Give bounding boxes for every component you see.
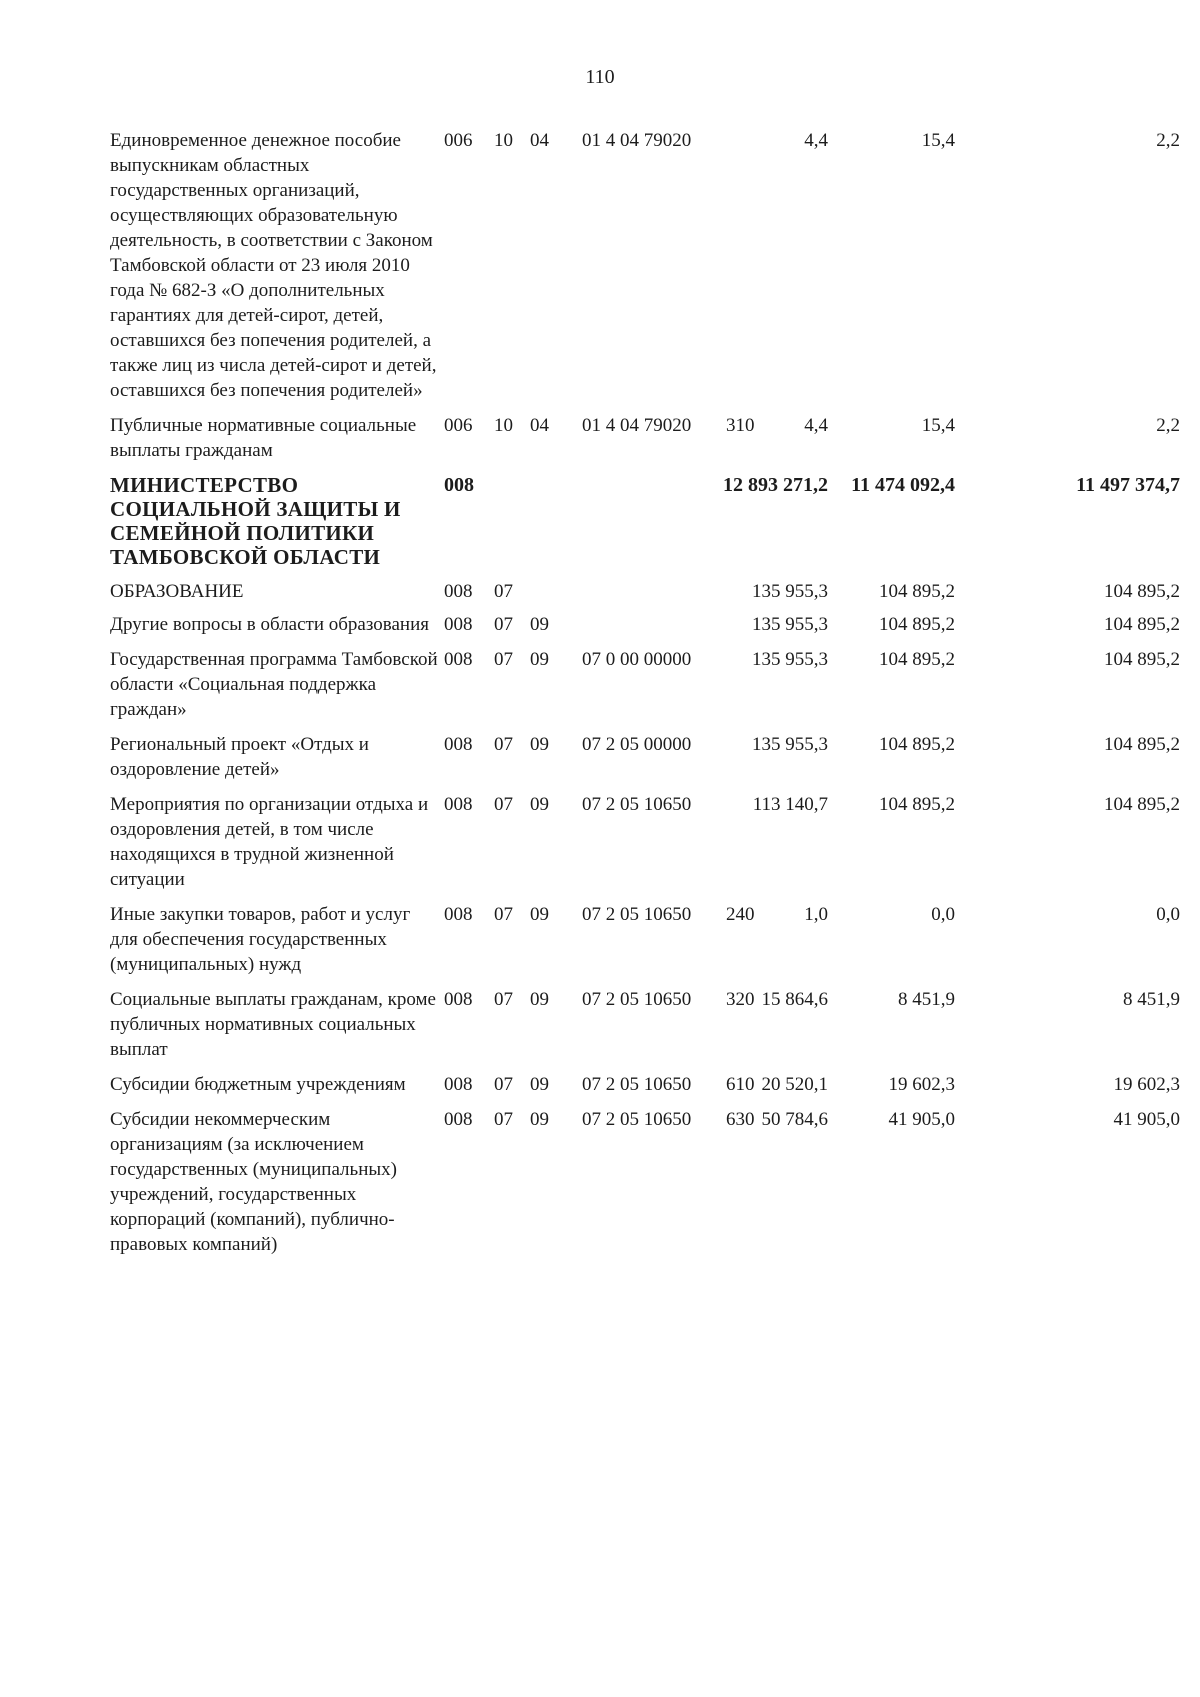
row-expense-type: 630 — [726, 1109, 755, 1130]
row-target-article: 07 2 05 10650 — [582, 904, 692, 925]
row-amount-year-3: 104 895,2 — [1104, 794, 1180, 815]
row-amount-year-1: 4,4 — [804, 415, 828, 436]
row-section-code: 07 — [494, 581, 513, 602]
row-ministry-code: 008 — [444, 989, 473, 1010]
row-expense-type: 240 — [726, 904, 755, 925]
row-amount-year-1: 4,4 — [804, 130, 828, 151]
row-section-code: 10 — [494, 130, 513, 151]
table-row — [110, 902, 1180, 977]
row-amount-year-2: 8 451,9 — [898, 989, 955, 1010]
row-ministry-code: 008 — [444, 794, 473, 815]
row-amount-year-1: 12 893 271,2 — [723, 474, 828, 496]
row-amount-year-2: 15,4 — [921, 130, 955, 151]
row-amount-year-3: 11 497 374,7 — [1076, 474, 1180, 496]
budget-table — [110, 128, 1180, 1257]
row-name: Государственная программа Тамбовской области «Социальная поддержка граждан» — [110, 649, 438, 720]
row-name: Иные закупки товаров, работ и услуг для обеспечения государственных (муниципальных) нужд — [110, 904, 411, 975]
row-ministry-code: 006 — [444, 130, 473, 151]
row-expense-type: 320 — [726, 989, 755, 1010]
row-amount-year-3: 104 895,2 — [1104, 614, 1180, 635]
row-amount-year-3: 41 905,0 — [1113, 1109, 1180, 1130]
row-amount-year-3: 8 451,9 — [1123, 989, 1180, 1010]
row-amount-year-1: 135 955,3 — [752, 581, 828, 602]
row-amount-year-3: 104 895,2 — [1104, 649, 1180, 670]
row-amount-year-1: 135 955,3 — [752, 649, 828, 670]
row-target-article: 01 4 04 79020 — [582, 415, 692, 436]
table-row — [110, 579, 1180, 604]
table-row — [110, 1072, 1180, 1097]
table-row — [110, 792, 1180, 892]
row-target-article: 07 2 05 10650 — [582, 989, 692, 1010]
row-section-code: 07 — [494, 649, 513, 670]
row-section-code: 10 — [494, 415, 513, 436]
row-subsection-code: 09 — [530, 1109, 549, 1130]
row-ministry-code: 008 — [444, 734, 473, 755]
row-subsection-code: 04 — [530, 415, 549, 436]
row-amount-year-2: 104 895,2 — [879, 734, 955, 755]
row-section-code: 07 — [494, 614, 513, 635]
page-number: 110 — [585, 66, 615, 88]
row-ministry-code: 006 — [444, 415, 473, 436]
row-amount-year-2: 41 905,0 — [888, 1109, 955, 1130]
table-row — [110, 987, 1180, 1062]
row-amount-year-3: 0,0 — [1156, 904, 1180, 925]
row-amount-year-3: 104 895,2 — [1104, 581, 1180, 602]
row-name: Единовременное денежное пособие выпускникам областных государственных организаций, осуществляющих образовательную деятельность, в соответствии с Законом Тамбовской области от 23 июля 2010 года № 682-З «О дополнительных гарантиях для детей-сирот, детей, оставшихся без попечения родителей, а также лиц из числа детей-сирот и детей, оставшихся без попечения родителей» — [110, 130, 437, 401]
row-name: Субсидии некоммерческим организациям (за исключением государственных (муниципальных) учреждений, государственных корпораций (компаний), публично-правовых компаний) — [110, 1109, 397, 1255]
row-name: Социальные выплаты гражданам, кроме публичных нормативных социальных выплат — [110, 989, 436, 1060]
row-amount-year-1: 50 784,6 — [761, 1109, 828, 1130]
row-amount-year-2: 104 895,2 — [879, 614, 955, 635]
row-subsection-code: 09 — [530, 1074, 549, 1095]
row-subsection-code: 09 — [530, 734, 549, 755]
row-amount-year-3: 2,2 — [1156, 415, 1180, 436]
row-amount-year-2: 11 474 092,4 — [851, 474, 955, 496]
table-row — [110, 732, 1180, 782]
row-ministry-code: 008 — [444, 1074, 473, 1095]
row-subsection-code: 09 — [530, 794, 549, 815]
row-name: МИНИСТЕРСТВО СОЦИАЛЬНОЙ ЗАЩИТЫ И СЕМЕЙНОЙ ПОЛИТИКИ ТАМБОВСКОЙ ОБЛАСТИ — [110, 473, 401, 569]
row-target-article: 07 2 05 00000 — [582, 734, 692, 755]
row-amount-year-1: 135 955,3 — [752, 614, 828, 635]
row-amount-year-2: 19 602,3 — [888, 1074, 955, 1095]
row-target-article: 07 0 00 00000 — [582, 649, 692, 670]
row-expense-type: 610 — [726, 1074, 755, 1095]
row-subsection-code: 04 — [530, 130, 549, 151]
row-section-code: 07 — [494, 794, 513, 815]
row-amount-year-1: 113 140,7 — [752, 794, 828, 815]
table-row — [110, 128, 1180, 403]
row-ministry-code: 008 — [444, 614, 473, 635]
row-section-code: 07 — [494, 989, 513, 1010]
row-subsection-code: 09 — [530, 989, 549, 1010]
row-ministry-code: 008 — [444, 474, 474, 496]
table-row — [110, 647, 1180, 722]
row-amount-year-3: 104 895,2 — [1104, 734, 1180, 755]
row-section-code: 07 — [494, 734, 513, 755]
row-subsection-code: 09 — [530, 614, 549, 635]
row-amount-year-2: 104 895,2 — [879, 794, 955, 815]
table-row — [110, 1107, 1180, 1257]
row-name: Мероприятия по организации отдыха и оздоровления детей, в том числе находящихся в трудной жизненной ситуации — [110, 794, 429, 890]
row-ministry-code: 008 — [444, 581, 473, 602]
row-subsection-code: 09 — [530, 649, 549, 670]
row-name: Субсидии бюджетным учреждениям — [110, 1074, 406, 1095]
row-target-article: 01 4 04 79020 — [582, 130, 692, 151]
table-row — [110, 612, 1180, 637]
row-section-code: 07 — [494, 904, 513, 925]
row-section-code: 07 — [494, 1074, 513, 1095]
row-amount-year-1: 20 520,1 — [761, 1074, 828, 1095]
row-amount-year-2: 15,4 — [921, 415, 955, 436]
row-amount-year-2: 0,0 — [931, 904, 955, 925]
row-amount-year-3: 2,2 — [1156, 130, 1180, 151]
row-target-article: 07 2 05 10650 — [582, 1074, 692, 1095]
row-section-code: 07 — [494, 1109, 513, 1130]
row-name: ОБРАЗОВАНИЕ — [110, 581, 244, 602]
row-name: Региональный проект «Отдых и оздоровление детей» — [110, 734, 369, 780]
row-amount-year-1: 15 864,6 — [761, 989, 828, 1010]
row-name: Публичные нормативные социальные выплаты гражданам — [110, 415, 417, 461]
row-ministry-code: 008 — [444, 904, 473, 925]
row-amount-year-1: 1,0 — [804, 904, 828, 925]
row-amount-year-3: 19 602,3 — [1113, 1074, 1180, 1095]
row-amount-year-2: 104 895,2 — [879, 581, 955, 602]
row-ministry-code: 008 — [444, 1109, 473, 1130]
row-target-article: 07 2 05 10650 — [582, 1109, 692, 1130]
row-expense-type: 310 — [726, 415, 755, 436]
row-amount-year-1: 135 955,3 — [752, 734, 828, 755]
table-row-ministry-total — [110, 473, 1180, 569]
row-ministry-code: 008 — [444, 649, 473, 670]
row-amount-year-2: 104 895,2 — [879, 649, 955, 670]
row-name: Другие вопросы в области образования — [110, 614, 429, 635]
row-subsection-code: 09 — [530, 904, 549, 925]
row-target-article: 07 2 05 10650 — [582, 794, 692, 815]
table-row — [110, 413, 1180, 463]
